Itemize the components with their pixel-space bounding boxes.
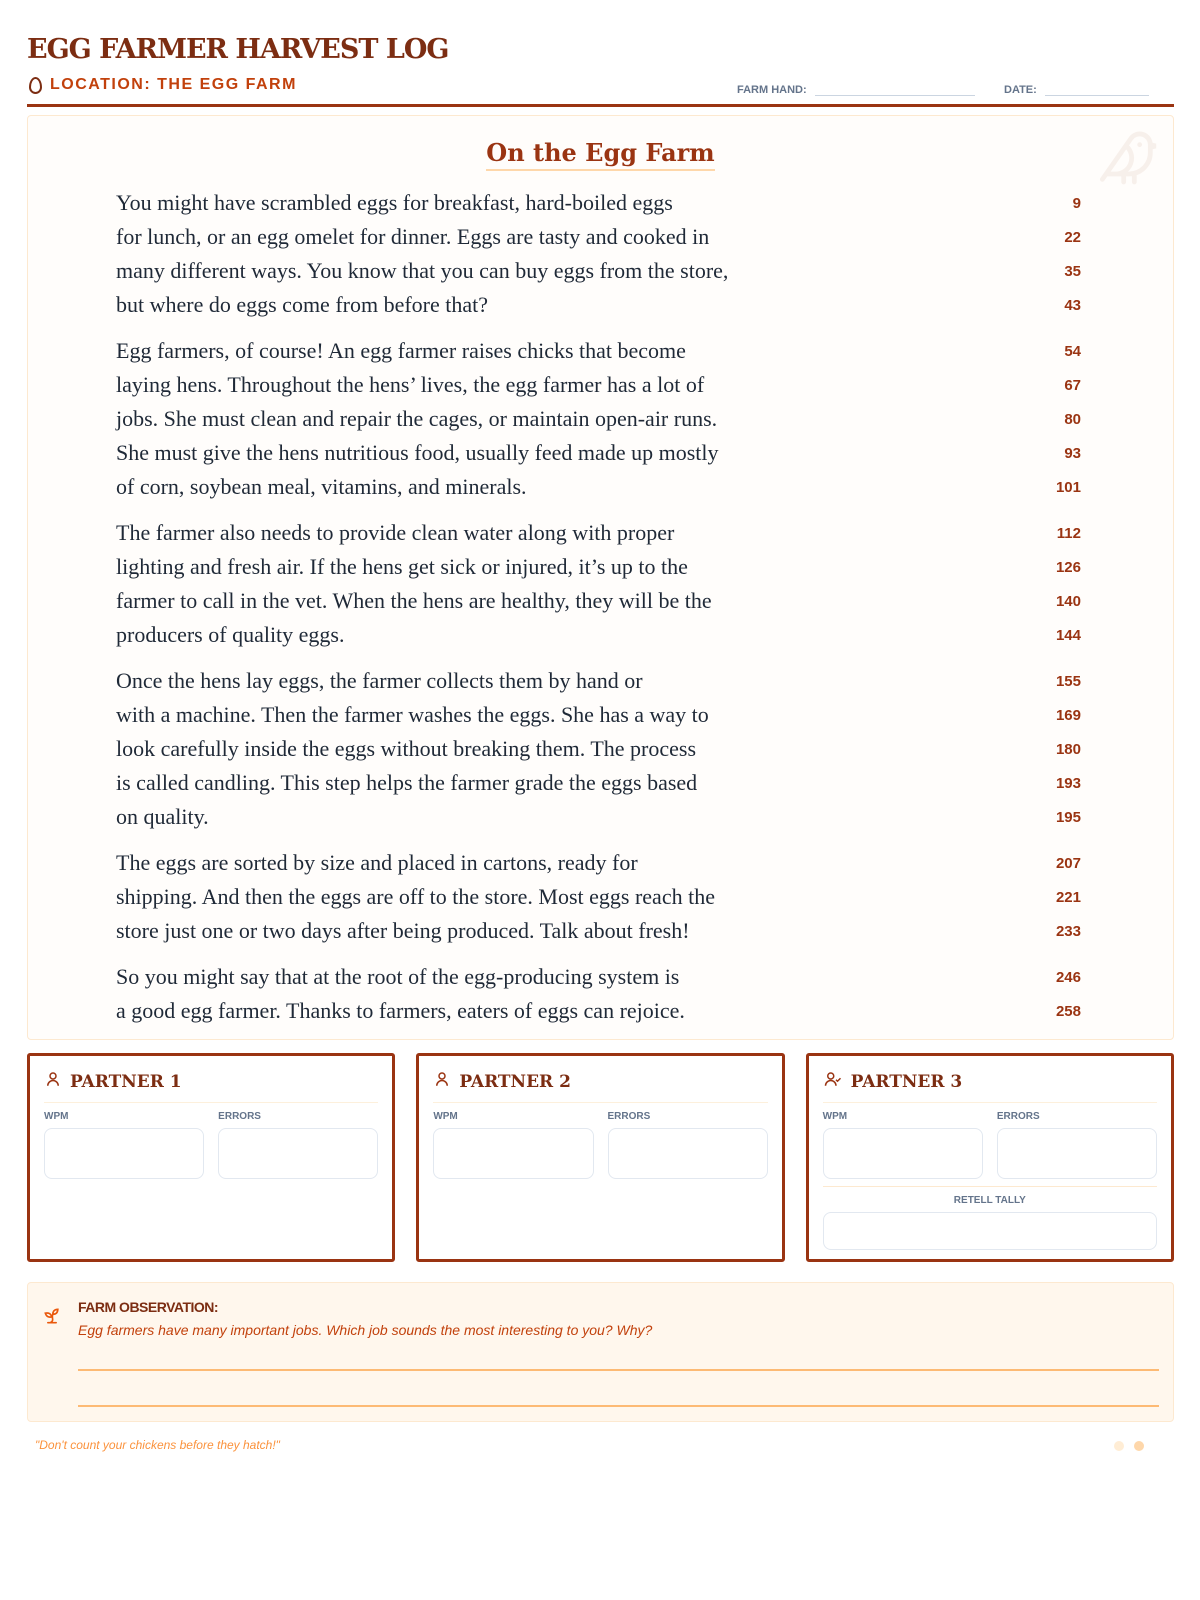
line-text: farmer to call in the vet. When the hens are healthy, they will be the bbox=[116, 588, 712, 613]
word-count: 140 bbox=[1055, 592, 1081, 610]
passage-line bbox=[116, 800, 1081, 834]
farm-observation bbox=[27, 1282, 1174, 1422]
word-count: 233 bbox=[1055, 922, 1081, 940]
errors-label: ERRORS bbox=[218, 1111, 261, 1122]
line-text: shipping. And then the eggs are off to the store. Most eggs reach the bbox=[116, 884, 715, 909]
partner-title: PARTNER 3 bbox=[850, 1071, 963, 1092]
word-count: 195 bbox=[1055, 808, 1081, 826]
passage-line bbox=[116, 470, 1081, 504]
line-text: producers of quality eggs. bbox=[116, 622, 345, 647]
passage-line bbox=[116, 516, 1081, 550]
errors-label: ERRORS bbox=[607, 1111, 651, 1122]
passage-line bbox=[116, 664, 1081, 698]
line-text: jobs. She must clean and repair the cages, or maintain open-air runs. bbox=[116, 406, 718, 431]
partner-card-2 bbox=[416, 1053, 784, 1262]
page-title: EGG FARMER HARVEST LOG bbox=[27, 34, 449, 65]
line-text: Egg farmers, of course! An egg farmer raises chicks that become bbox=[116, 338, 686, 363]
line-text: on quality. bbox=[116, 804, 209, 829]
retell-tally-label: RETELL TALLY bbox=[953, 1195, 1026, 1206]
user-icon bbox=[44, 1070, 62, 1093]
egg-icon bbox=[29, 77, 42, 94]
word-count: 67 bbox=[1064, 376, 1081, 394]
line-text: She must give the hens nutritious food, usually feed made up mostly bbox=[116, 440, 719, 465]
passage-line bbox=[116, 254, 1081, 288]
errors-label: ERRORS bbox=[996, 1111, 1040, 1122]
line-text: of corn, soybean meal, vitamins, and minerals. bbox=[116, 474, 527, 499]
passage-line bbox=[116, 914, 1081, 948]
word-count: 126 bbox=[1055, 558, 1081, 576]
passage-line bbox=[116, 698, 1081, 732]
date-input[interactable] bbox=[1045, 80, 1149, 96]
line-text: is called candling. This step helps the farmer grade the eggs based bbox=[116, 770, 698, 795]
line-text: So you might say that at the root of the egg-producing system is bbox=[116, 964, 680, 989]
paragraph bbox=[116, 960, 1081, 1028]
line-text: store just one or two days after being produced. Talk about fresh! bbox=[116, 918, 690, 943]
footer-quote: "Don't count your chickens before they hatch!" bbox=[35, 1438, 280, 1452]
farm-hand-field bbox=[737, 80, 975, 96]
word-count: 22 bbox=[1064, 228, 1081, 246]
line-text: The eggs are sorted by size and placed in cartons, ready for bbox=[116, 850, 638, 875]
word-count: 43 bbox=[1064, 296, 1081, 314]
passage-line bbox=[116, 402, 1081, 436]
answer-line-2[interactable] bbox=[78, 1405, 1159, 1407]
header-divider bbox=[27, 104, 1174, 107]
partner-card-3 bbox=[806, 1053, 1174, 1262]
partner-cards bbox=[27, 1053, 1174, 1262]
bird-icon bbox=[1097, 126, 1161, 190]
user-check-icon bbox=[823, 1070, 843, 1093]
location-label: LOCATION: THE EGG FARM bbox=[50, 76, 297, 93]
passage-line bbox=[116, 584, 1081, 618]
date-label: DATE: bbox=[1004, 84, 1037, 96]
passage-line bbox=[116, 994, 1081, 1028]
passage-line bbox=[116, 846, 1081, 880]
partner-title: PARTNER 2 bbox=[459, 1071, 571, 1092]
retell-tally-input[interactable] bbox=[823, 1212, 1157, 1250]
line-text: with a machine. Then the farmer washes the eggs. She has a way to bbox=[116, 702, 709, 727]
word-count: 35 bbox=[1064, 262, 1081, 280]
line-text: but where do eggs come from before that? bbox=[116, 292, 489, 317]
line-text: look carefully inside the eggs without breaking them. The process bbox=[116, 736, 697, 761]
line-text: for lunch, or an egg omelet for dinner. Eggs are tasty and cooked in bbox=[116, 224, 710, 249]
word-count: 112 bbox=[1056, 524, 1081, 542]
user-icon bbox=[433, 1070, 451, 1093]
sprout-icon bbox=[42, 1305, 62, 1327]
errors-input[interactable] bbox=[608, 1128, 768, 1179]
word-count: 246 bbox=[1055, 968, 1081, 986]
reading-passage bbox=[27, 115, 1174, 1040]
passage-line bbox=[116, 220, 1081, 254]
passage-line bbox=[116, 960, 1081, 994]
line-text: Once the hens lay eggs, the farmer collects them by hand or bbox=[116, 668, 643, 693]
passage-line bbox=[116, 186, 1081, 220]
wpm-input[interactable] bbox=[433, 1128, 593, 1179]
line-text: The farmer also needs to provide clean water along with proper bbox=[116, 520, 675, 545]
paragraph bbox=[116, 186, 1081, 322]
word-count: 155 bbox=[1055, 672, 1081, 690]
farm-hand-input[interactable] bbox=[815, 80, 975, 96]
passage-line bbox=[116, 368, 1081, 402]
word-count: 54 bbox=[1064, 342, 1081, 360]
word-count: 207 bbox=[1055, 854, 1081, 872]
wpm-input[interactable] bbox=[823, 1128, 983, 1179]
line-text: lighting and fresh air. If the hens get sick or injured, it’s up to the bbox=[116, 554, 688, 579]
observation-prompt: Egg farmers have many important jobs. Which job sounds the most interesting to you? Why? bbox=[78, 1322, 653, 1338]
word-count: 80 bbox=[1064, 410, 1081, 428]
passage-line bbox=[116, 288, 1081, 322]
wpm-label: WPM bbox=[433, 1111, 458, 1122]
passage-line bbox=[116, 766, 1081, 800]
location bbox=[29, 76, 297, 94]
page-dot-2 bbox=[1134, 1441, 1144, 1451]
paragraph bbox=[116, 846, 1081, 948]
passage-line bbox=[116, 880, 1081, 914]
farm-hand-label: FARM HAND: bbox=[737, 84, 807, 96]
errors-input[interactable] bbox=[218, 1128, 378, 1179]
partner-card-1 bbox=[27, 1053, 395, 1262]
wpm-input[interactable] bbox=[44, 1128, 204, 1179]
paragraph bbox=[116, 334, 1081, 504]
observation-heading: FARM OBSERVATION: bbox=[78, 1299, 219, 1315]
passage-line bbox=[116, 436, 1081, 470]
word-count: 169 bbox=[1055, 706, 1081, 724]
errors-input[interactable] bbox=[997, 1128, 1157, 1179]
line-text: a good egg farmer. Thanks to farmers, eaters of eggs can rejoice. bbox=[116, 998, 685, 1023]
passage-line bbox=[116, 334, 1081, 368]
word-count: 193 bbox=[1055, 774, 1081, 792]
word-count: 180 bbox=[1055, 740, 1081, 758]
word-count: 258 bbox=[1055, 1002, 1081, 1020]
date-field bbox=[1004, 80, 1149, 96]
passage-lines bbox=[116, 186, 1081, 1040]
line-text: laying hens. Throughout the hens’ lives, the egg farmer has a lot of bbox=[116, 372, 705, 397]
word-count: 221 bbox=[1055, 888, 1081, 906]
passage-line bbox=[116, 618, 1081, 652]
wpm-label: WPM bbox=[44, 1111, 69, 1122]
wpm-label: WPM bbox=[822, 1111, 848, 1122]
passage-line bbox=[116, 550, 1081, 584]
answer-line-1[interactable] bbox=[78, 1369, 1159, 1371]
line-text: many different ways. You know that you can buy eggs from the store, bbox=[116, 258, 729, 283]
word-count: 93 bbox=[1064, 444, 1081, 462]
passage-line bbox=[116, 732, 1081, 766]
partner-title: PARTNER 1 bbox=[70, 1071, 182, 1092]
story-title: On the Egg Farm bbox=[486, 138, 714, 171]
word-count: 9 bbox=[1072, 194, 1081, 212]
paragraph bbox=[116, 664, 1081, 834]
page-dot-1 bbox=[1114, 1441, 1124, 1451]
word-count: 101 bbox=[1055, 478, 1081, 496]
line-text: You might have scrambled eggs for breakfast, hard-boiled eggs bbox=[116, 190, 673, 215]
paragraph bbox=[116, 516, 1081, 652]
word-count: 144 bbox=[1055, 626, 1081, 644]
